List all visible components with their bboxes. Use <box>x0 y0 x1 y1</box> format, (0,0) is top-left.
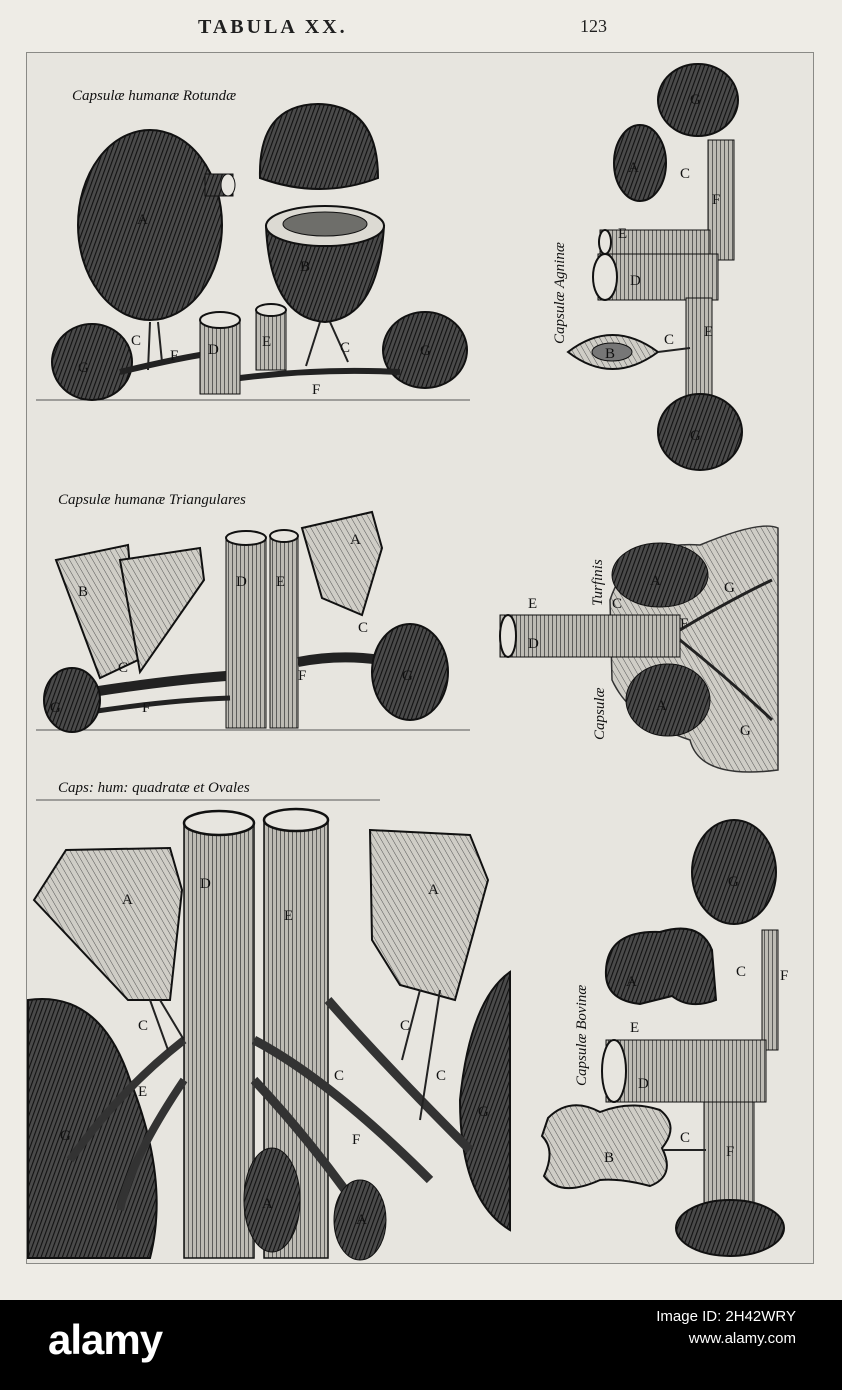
page-number: 123 <box>580 16 607 36</box>
capsule-a <box>606 929 716 1005</box>
svg-text:G: G <box>728 874 739 890</box>
svg-text:B: B <box>605 346 616 362</box>
stock-logo: alamy <box>48 1316 163 1363</box>
figure-agninae <box>568 64 742 470</box>
svg-text:C: C <box>358 620 369 636</box>
svg-text:A: A <box>350 532 361 548</box>
plate-title: TABULA XX. <box>198 16 348 38</box>
kidney-g-top <box>692 820 776 924</box>
svg-text:A: A <box>137 212 148 228</box>
svg-text:A: A <box>650 573 661 589</box>
svg-text:D: D <box>630 273 641 289</box>
svg-text:E: E <box>704 324 714 340</box>
svg-text:G: G <box>50 700 61 716</box>
svg-text:C: C <box>138 1018 149 1034</box>
svg-text:C: C <box>436 1068 447 1084</box>
svg-text:G: G <box>740 723 751 739</box>
svg-text:C: C <box>334 1068 345 1084</box>
svg-text:F: F <box>712 192 721 208</box>
capsule-a-right <box>370 830 488 1000</box>
svg-text:G: G <box>60 1128 71 1144</box>
svg-text:E: E <box>528 596 538 612</box>
svg-text:C: C <box>680 1130 691 1146</box>
kidney-g-bottom <box>676 1200 784 1256</box>
svg-text:F: F <box>780 968 789 984</box>
figure-title-agninae: Capsulæ Agninæ <box>552 242 568 344</box>
svg-text:A: A <box>356 1212 367 1228</box>
kidney-g-right <box>460 972 510 1230</box>
svg-text:C: C <box>400 1018 411 1034</box>
svg-text:E: E <box>630 1020 640 1036</box>
svg-text:A: A <box>122 892 133 908</box>
svg-text:D: D <box>236 574 247 590</box>
svg-text:C: C <box>340 340 351 356</box>
svg-text:E: E <box>276 574 286 590</box>
figure-title-rotundae: Capsulæ humanæ Rotundæ <box>72 88 237 104</box>
svg-text:E: E <box>262 334 272 350</box>
svg-text:F: F <box>170 348 179 364</box>
capsule-a <box>302 512 382 615</box>
svg-text:D: D <box>208 342 219 358</box>
svg-text:C: C <box>680 166 691 182</box>
svg-text:C: C <box>664 332 675 348</box>
svg-text:A: A <box>628 160 639 176</box>
stock-image-id <box>656 1306 796 1350</box>
figure-turfinae <box>500 526 778 772</box>
capsule-a <box>614 125 666 201</box>
figure-quadratae <box>28 809 510 1260</box>
figure-title-quadratae: Caps: hum: quadratæ et Ovales <box>58 780 250 796</box>
svg-text:B: B <box>604 1150 615 1166</box>
svg-text:E: E <box>618 226 628 242</box>
svg-text:E: E <box>138 1084 148 1100</box>
svg-text:G: G <box>690 92 701 108</box>
capsule-a-left <box>34 848 182 1000</box>
svg-text:F: F <box>142 700 151 716</box>
figure-title-turfinae-capsulae: Capsulæ <box>592 687 608 740</box>
figure-rotundae <box>52 104 467 400</box>
svg-text:F: F <box>352 1132 361 1148</box>
figure-triangulares <box>44 512 448 732</box>
site-url: www.alamy.com <box>688 1330 796 1347</box>
figure-title-turfinae: Turfinis <box>590 559 606 606</box>
svg-text:F: F <box>312 382 321 398</box>
capsule-a-lower <box>626 664 710 736</box>
svg-text:C: C <box>612 596 623 612</box>
svg-text:A: A <box>262 1196 273 1212</box>
capsule-b <box>542 1105 671 1188</box>
svg-text:F: F <box>726 1144 735 1160</box>
kidney-g-left <box>52 324 132 400</box>
svg-text:C: C <box>736 964 747 980</box>
svg-text:B: B <box>300 259 311 275</box>
vessel-d <box>184 823 254 1258</box>
figure-title-triangulares: Capsulæ humanæ Triangulares <box>58 492 246 508</box>
svg-text:A: A <box>428 882 439 898</box>
svg-text:F: F <box>680 616 689 632</box>
svg-text:E: E <box>284 908 294 924</box>
svg-text:F: F <box>298 668 307 684</box>
svg-text:G: G <box>420 343 431 359</box>
svg-text:B: B <box>78 584 89 600</box>
svg-text:G: G <box>724 580 735 596</box>
svg-text:G: G <box>78 360 89 376</box>
figure-title-bovinae: Capsulæ Bovinæ <box>574 984 590 1086</box>
capsule-b-lid <box>260 104 378 189</box>
svg-text:C: C <box>118 660 129 676</box>
svg-text:C: C <box>131 333 142 349</box>
svg-text:A: A <box>626 974 637 990</box>
svg-text:G: G <box>690 428 701 444</box>
image-id-text: Image ID: 2H42WRY <box>656 1308 796 1325</box>
capsule-a <box>78 130 222 320</box>
svg-text:G: G <box>478 1104 489 1120</box>
svg-text:D: D <box>528 636 539 652</box>
svg-text:G: G <box>402 668 413 684</box>
svg-text:A: A <box>656 698 667 714</box>
svg-text:D: D <box>200 876 211 892</box>
svg-text:D: D <box>638 1076 649 1092</box>
